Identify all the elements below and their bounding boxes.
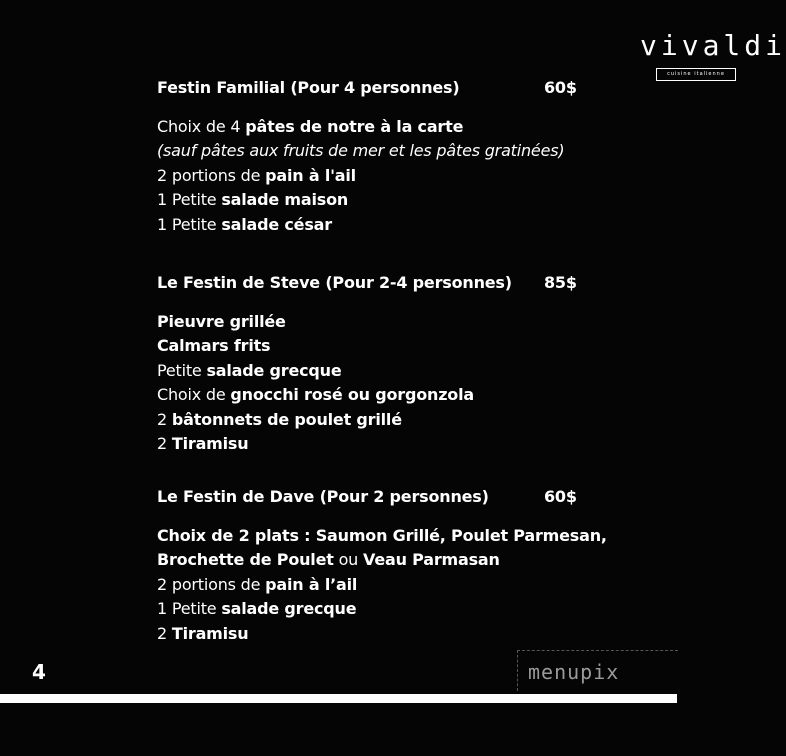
watermark bbox=[517, 650, 678, 691]
menu-line: Choix de 2 plats : Saumon Grillé, Poulet Parmesan, bbox=[157, 526, 607, 545]
menu-line-note: (sauf pâtes aux fruits de mer et les pâtes gratinées) bbox=[157, 141, 565, 161]
menu-line: 1 Petite salade maison bbox=[157, 190, 349, 210]
menu-line: 1 Petite salade césar bbox=[157, 214, 332, 234]
section-items bbox=[157, 115, 564, 237]
section-heading bbox=[157, 272, 577, 294]
menu-section-festin-steve bbox=[157, 272, 577, 456]
page-number: 4 bbox=[32, 660, 46, 684]
menu-line: Choix de gnocchi rosé ou gorgonzola bbox=[157, 385, 474, 405]
logo-wordmark: vivaldi bbox=[640, 29, 786, 62]
menu-line: Brochette de Poulet ou Veau Parmasan bbox=[157, 550, 500, 570]
menu-line: 2 portions de pain à l'ail bbox=[157, 165, 356, 185]
footer-bar bbox=[0, 694, 677, 703]
section-heading bbox=[157, 486, 607, 508]
section-title: Le Festin de Steve (Pour 2-4 personnes) bbox=[157, 273, 512, 292]
menu-line: Calmars frits bbox=[157, 336, 271, 356]
menu-section-festin-dave bbox=[157, 486, 607, 646]
menu-line: 2 bâtonnets de poulet grillé bbox=[157, 409, 402, 429]
section-price: 60$ bbox=[544, 487, 577, 506]
section-price: 85$ bbox=[544, 273, 577, 292]
section-heading bbox=[157, 77, 577, 99]
watermark-text: menupix bbox=[528, 660, 620, 684]
section-items bbox=[157, 310, 512, 456]
menu-line: 1 Petite salade grecque bbox=[157, 599, 357, 619]
section-title: Festin Familial (Pour 4 personnes) bbox=[157, 78, 460, 97]
vivaldi-logo bbox=[640, 28, 786, 80]
menu-line: 2 Tiramisu bbox=[157, 623, 249, 643]
section-price: 60$ bbox=[544, 78, 577, 97]
logo-tagline: cuisine italienne bbox=[656, 68, 736, 81]
menu-line: Pieuvre grillée bbox=[157, 312, 286, 331]
menu-line: Petite salade grecque bbox=[157, 360, 342, 380]
menu-line: Choix de 4 pâtes de notre à la carte bbox=[157, 117, 464, 136]
menu-section-festin-familial bbox=[157, 77, 577, 237]
section-items bbox=[157, 524, 607, 646]
section-title: Le Festin de Dave (Pour 2 personnes) bbox=[157, 487, 489, 506]
menu-line: 2 portions de pain à l’ail bbox=[157, 574, 358, 594]
menu-line: 2 Tiramisu bbox=[157, 433, 249, 453]
